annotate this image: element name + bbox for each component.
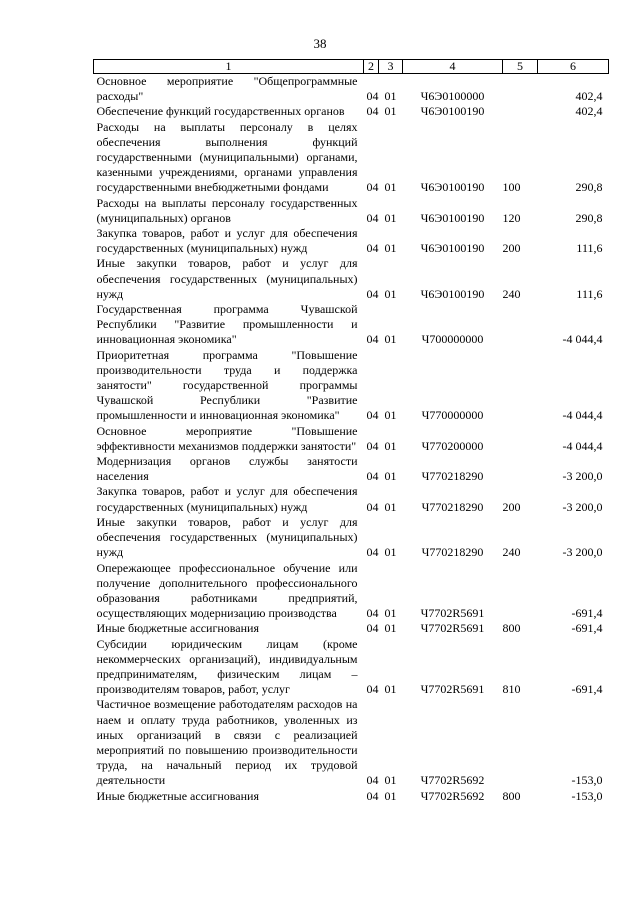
row-amount: 402,4 (575, 89, 603, 104)
row-section: 04 (366, 241, 379, 256)
row-amount: -4 044,4 (562, 332, 603, 347)
table-row (94, 484, 609, 514)
row-subsection: 01 (384, 89, 397, 104)
row-target-code: Ч770218290 (421, 469, 484, 484)
row-subsection: 01 (384, 788, 397, 803)
row-target-code: Ч6Э0100000 (420, 89, 485, 104)
row-target-code: Ч6Э0100190 (420, 180, 485, 195)
row-name: Обеспечение функций государственных органов (96, 104, 345, 119)
row-name: Расходы на выплаты персоналу государственных (муниципальных) органов (96, 195, 358, 225)
row-subsection: 01 (384, 408, 397, 423)
row-section: 04 (366, 499, 379, 514)
header-col-section: 2 (364, 60, 379, 74)
row-expense-type (503, 302, 538, 348)
row-target-code: Ч7702R5691 (420, 682, 485, 697)
row-section: 04 (366, 545, 379, 560)
row-section: 04 (366, 408, 379, 423)
row-amount: -691,4 (571, 682, 603, 697)
row-expense-type (503, 561, 538, 622)
row-expense-type: 240 (502, 545, 521, 560)
row-amount: 402,4 (575, 104, 603, 119)
row-subsection: 01 (384, 606, 397, 621)
row-name: Иные бюджетные ассигнования (96, 788, 259, 803)
row-name: Приоритетная программа "Повышение производительности труда и поддержка занятости" государственной программы Чувашской Республики "Развитие промышленности и инновационная экономика" (96, 347, 358, 423)
row-target-code: Ч6Э0100190 (420, 286, 485, 301)
row-section: 04 (366, 682, 379, 697)
row-amount: -4 044,4 (562, 408, 603, 423)
row-expense-type (503, 74, 538, 105)
row-section: 04 (366, 438, 379, 453)
row-expense-type: 120 (502, 210, 521, 225)
header-row (94, 60, 609, 74)
table-row (94, 454, 609, 484)
table-row (94, 637, 609, 698)
row-target-code: Ч770218290 (421, 499, 484, 514)
row-target-code: Ч700000000 (421, 332, 484, 347)
row-section: 04 (366, 469, 379, 484)
row-subsection: 01 (384, 241, 397, 256)
row-expense-type: 800 (502, 788, 521, 803)
row-expense-type: 800 (502, 621, 521, 636)
budget-table (93, 59, 609, 804)
table-row (94, 515, 609, 561)
row-target-code: Ч770000000 (421, 408, 484, 423)
header-col-amount: 6 (538, 60, 609, 74)
row-subsection: 01 (384, 545, 397, 560)
table-row (94, 302, 609, 348)
row-amount: -4 044,4 (562, 438, 603, 453)
table-row (94, 561, 609, 622)
row-name: Опережающее профессиональное обучение или получение дополнительного профессионального образования работниками предприятий, осуществляющих модернизацию производства (96, 560, 358, 621)
table-row (94, 789, 609, 804)
table-row (94, 348, 609, 424)
row-amount: 290,8 (575, 180, 603, 195)
row-section: 04 (366, 332, 379, 347)
header-col-expense-type: 5 (503, 60, 538, 74)
row-section: 04 (366, 621, 379, 636)
table-row (94, 104, 609, 119)
row-amount: -3 200,0 (562, 469, 603, 484)
table-row (94, 697, 609, 788)
row-target-code: Ч7702R5691 (420, 606, 485, 621)
row-subsection: 01 (384, 499, 397, 514)
row-section: 04 (366, 104, 379, 119)
table-row (94, 621, 609, 636)
row-target-code: Ч6Э0100190 (420, 210, 485, 225)
row-name: Закупка товаров, работ и услуг для обеспечения государственных (муниципальных) нужд (96, 484, 358, 514)
row-target-code: Ч7702R5691 (420, 621, 485, 636)
row-expense-type: 100 (502, 180, 521, 195)
row-section: 04 (366, 180, 379, 195)
row-target-code: Ч7702R5692 (420, 788, 485, 803)
row-target-code: Ч7702R5692 (420, 773, 485, 788)
table-row (94, 256, 609, 302)
row-amount: -153,0 (571, 773, 603, 788)
row-name: Основное мероприятие "Повышение эффективности механизмов поддержки занятости" (96, 423, 358, 453)
header-col-subsection: 3 (379, 60, 403, 74)
row-amount: 111,6 (576, 241, 603, 256)
row-expense-type (503, 348, 538, 424)
row-expense-type (503, 697, 538, 788)
row-section: 04 (366, 89, 379, 104)
row-expense-type: 810 (502, 682, 521, 697)
row-name: Иные закупки товаров, работ и услуг для обеспечения государственных (муниципальных) нужд (96, 514, 358, 560)
table-row (94, 74, 609, 105)
row-amount: -3 200,0 (562, 545, 603, 560)
row-name: Расходы на выплаты персоналу в целях обеспечения выполнения функций государственными (муниципальными) органами, казенными учреждениями, органами управления государственными внебюджетными фондами (96, 119, 358, 195)
row-target-code: Ч770218290 (421, 545, 484, 560)
row-section: 04 (366, 773, 379, 788)
row-name: Иные закупки товаров, работ и услуг для обеспечения государственных (муниципальных) нужд (96, 256, 358, 301)
row-subsection: 01 (384, 773, 397, 788)
page-number: 38 (313, 36, 327, 51)
row-amount: -691,4 (571, 621, 603, 636)
row-subsection: 01 (384, 682, 397, 697)
table-row (94, 196, 609, 226)
row-amount: 290,8 (575, 210, 603, 225)
row-expense-type (503, 454, 538, 484)
row-subsection: 01 (384, 332, 397, 347)
row-subsection: 01 (384, 469, 397, 484)
row-expense-type (503, 104, 538, 119)
row-expense-type: 200 (502, 241, 521, 256)
row-subsection: 01 (384, 621, 397, 636)
row-subsection: 01 (384, 180, 397, 195)
row-expense-type (503, 424, 538, 454)
row-target-code: Ч6Э0100190 (420, 104, 485, 119)
row-subsection: 01 (384, 286, 397, 301)
row-target-code: Ч770200000 (421, 438, 484, 453)
row-name: Иные бюджетные ассигнования (96, 621, 259, 636)
header-col-target-code: 4 (403, 60, 503, 74)
table-row (94, 226, 609, 256)
row-section: 04 (366, 286, 379, 301)
table-row (94, 120, 609, 196)
row-expense-type: 200 (502, 499, 521, 514)
row-subsection: 01 (384, 104, 397, 119)
row-target-code: Ч6Э0100190 (420, 241, 485, 256)
row-section: 04 (366, 606, 379, 621)
row-name: Государственная программа Чувашской Республики "Развитие промышленности и инновационная экономика" (96, 302, 358, 347)
row-name: Субсидии юридическим лицам (кроме некоммерческих организаций), индивидуальным предпринимателям, физическим лицам – производителям товаров, работ, услуг (96, 636, 358, 697)
row-name: Частичное возмещение работодателям расходов на наем и оплату труда работников, уволенных из иных организаций в связи с реализацией мероприятий по повышению производительности труда, на начальный период их трудовой деятельности (96, 697, 358, 788)
row-section: 04 (366, 788, 379, 803)
row-section: 04 (366, 210, 379, 225)
row-amount: -691,4 (571, 606, 603, 621)
row-amount: -153,0 (571, 788, 603, 803)
row-subsection: 01 (384, 210, 397, 225)
row-amount: 111,6 (576, 286, 603, 301)
table-row (94, 424, 609, 454)
header-col-name: 1 (94, 60, 364, 74)
table-body (94, 74, 609, 804)
row-name: Основное мероприятие "Общепрограммные расходы" (96, 74, 358, 104)
row-expense-type: 240 (502, 286, 521, 301)
row-name: Закупка товаров, работ и услуг для обеспечения государственных (муниципальных) нужд (96, 226, 358, 256)
row-subsection: 01 (384, 438, 397, 453)
row-name: Модернизация органов службы занятости населения (96, 454, 358, 484)
row-amount: -3 200,0 (562, 499, 603, 514)
